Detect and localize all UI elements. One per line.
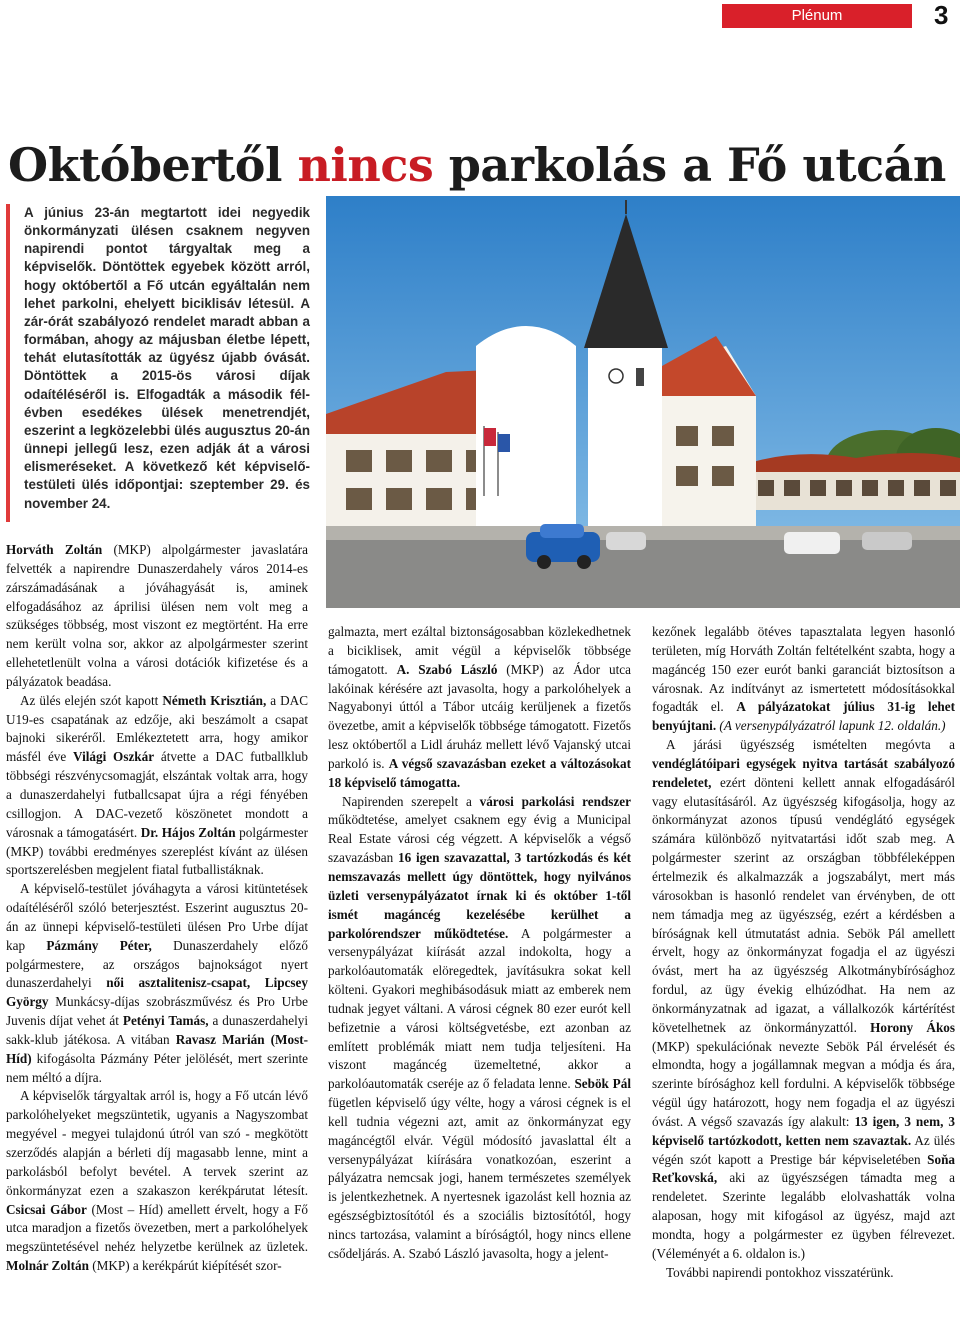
title-part-2: parkolás a Fő utcán (433, 138, 946, 192)
lead-accent-bar (6, 204, 10, 522)
paragraph: További napirendi pontokhoz visszatérünk. (666, 1264, 894, 1280)
paragraph: A képviselő-testület jóváhagyta a városi kitüntetések odaítéléséről szóló beterjesztést. Eszerint augusztus 20-án az ünnepi képviselő-testületi ülésen Pro Urbe díjat kap Pázmány Péter, Dunaszerdahely előző polgármestere, az országos bajnokságot nyert dunaszerdahelyi női asztalitenisz-csapat, Lipcsey György Munkácsy-díjas szobrászművész és Pro Urbe Juvenis díjat vehet át Petényi Tamás, a dunaszerdahelyi sakk-klub játékosa. A vitában Ravasz Marián (Most-Híd) kifogásolta Pázmány Péter jelölését, mert szerinte nem méltó a díjra. (6, 881, 308, 1085)
title-highlight: nincs (297, 138, 434, 192)
paragraph: kezőnek legalább ötéves tapasztalata legyen hasonló területen, míg Horváth Zoltán feltételként szabta, hogy a magáncég 150 ezer eurót banki garanciát biztosítson a városnak. Az indítványt az ismertetett módosításokkal fogadták el. A pályázatokat július 31-ig lehet benyújtani. (A versenypályázatról lapunk 12. oldalán.) (652, 624, 955, 734)
section-label: Plénum (722, 4, 912, 28)
article-column-1 (6, 541, 308, 1276)
article-column-3 (652, 623, 955, 1283)
paragraph: A képviselők tárgyaltak arról is, hogy a Fő utcán lévő parkolóhelyeket megszüntetik, ugyanis a Nagyszombat megyével - megyei tulajdonú útról van szó - megkötött szerződés alapján a bérleti díj magasabb lenne, mint a parkolásból befolyt bevétel. A tervek szerint az önkormányzat ezen a szakaszon kerékpárutat létesít. Csicsai Gábor (Most – Híd) amellett érvelt, hogy a Fő utca maradjon a fizetős övezetben, mert a parkolóhelyek megszüntetésével nehéz helyzetbe kerülnek az üzletek. Molnár Zoltán (MKP) a kerékpárút kiépítését szor- (6, 1088, 308, 1274)
page-number: 3 (934, 0, 949, 30)
paragraph: Napirenden szerepelt a városi parkolási rendszer működtetése, amelyet csaknem egy évig a Municipal Real Estate városi cég végzett. A képviselők a végső szavazásban 16 igen szavazattal, 3 tartózkodás és két nemszavazás mellett úgy döntöttek, hogy nyilvános üzleti versenypályázatot írnak ki és október 1-től ismét magáncég kezelésébe kerülhet a parkolórendszer működtetése. A polgármester a versenypályázat kiírását azzal indokolta, hogy a parkolóautomaták elöregedtek, javításukra sokat kell költeni. Gyakori meghibásodásuk miatt az emberek nem tudnak jegyet váltani. A városi cégnek 80 ezer eurót kell befizetnie a városi költségvetésbe, ezt azonban az említett problémák miatt nem tudja teljesíteni. Ha viszont magáncég üzemeltetné, akkor a parkolóautomaták cseréje az ő feladata lenne. Sebök Pál fügetlen képviselő úgy vélte, hogy a városi cégnek is el kell tudnia végezni azt, amit az önkormányzat egy magáncégtől elvár. Végül módosító javaslattal élt a versenypályázat kiírására vonatkozóan, eszerint a pályázatra nemcsak jogi, hanem természetes személyek is jelentkezhetnek. A nyertesnek igazolást kell hoznia az egészségbiztosítótól és a szociális biztosítótól, hogy nincs tartozása, valamint a bíróságtól, hogy nincs ellene csődeljárás. A. Szabó László javasolta, hogy a jelent- (328, 793, 631, 1261)
article-column-2 (328, 623, 631, 1264)
paragraph: Az ülés elején szót kapott Németh Krisztián, a DAC U19-es csapatának az edzője, aki beszámolt a csapat bajnoki sikeréről. Emlékeztetett arra, hogy amikor másfél éve Világi Oszkár átvette a DAC futballklub többségi részvénycsomagját, elszántak voltak arra, hogy a dunaszerdahelyi futballcsapat újra a régi fényében csillogjon. A DAC-vezető köszönetet mondott a városnak a támogatásért. Dr. Hájos Zoltán polgármester (MKP) további eredményes szereplést kívánt az ülésen sportszerelésben megjelent fiatal futballistáknak. (6, 692, 308, 878)
town-hall-photo (326, 196, 960, 608)
paragraph: Horváth Zoltán (MKP) alpolgármester javaslatára felvették a napirendre Dunaszerdahely város 2014-es zárszámadásának a jóváhagyását is, aminek elfogadásához az áprilisi ülésen nem volt meg a szükséges többség, most viszont ez megtörtént. Ha erre nem került volna sor, akkor az alpolgármester szerint ellehetetlenült volna a városi dotációk kifizetése és a pályázatok beadása. (6, 542, 308, 689)
title-part-1: Októbertől (8, 138, 298, 192)
paragraph: galmazta, mert ezáltal biztonságosabban közlekedhetnek a biciklisek, amit végül a képviselők többsége támogatott. A. Szabó László (MKP) az Ádor utca lakóinak kérésére azt javasolta, hogy a parkolóhelyek a Nagyabonyi úttól a Tábor utcáig kerüljenek a fizetős övezetbe, amit a képviselők többsége támogatott. Fizetős lesz októbertől a Lidl áruház mellett lévő Vajanský utcai parkoló is. A végső szavazásban ezeket a változásokat 18 képviselő támogatta. (328, 624, 631, 790)
lead-paragraph: A június 23-án megtartott idei negyedik önkormányzati ülésen csaknem negyven napirendi pontot tárgyaltak meg a képviselők. Döntöttek egyebek között arról, hogy októbertől a Fő utcán egyáltalán nem lehet parkolni, ehelyett biciklisáv létesül. A zár-órát szabályozó rendelet maradt abban a formában, ahogy az májusban életbe lépett, tehát elutasították az ügyész újabb óvását. Döntöttek a 2015-ös városi díjak odaítéléséről is. Elfogadták a második fél-évben esedékes ülések menetrendjét, eszerint a legközelebbi ülés augusztus 20-án ünnepi jellegű lesz, ezen adják át a városi elismeréseket. A következő két képviselő-testületi ülés időpontjai: szeptember 29. és november 24. (24, 205, 310, 511)
page-title (8, 138, 946, 192)
paragraph: A járási ügyészség ismételten megóvta a vendéglátóipari egységek nyitva tartását szabályozó rendeletet, ezért dönteni kellett annak elfogadásáról vagy elutasításáról. Az ügyészség kifogásolja, hogy az önkormányzat azonos típusú vendéglátó egységek számára különböző nyitvatartási időt szab meg. A polgármester szerint az országban többféleképpen értelmezik és alkalmazzák a jogszabályt, mert más városokban is hasonló rendelet van érvényben, de ott nem támadja meg az ügyészség, ezért a kérdésben a bíróságnak kell útmutatást adnia. Sebök Pál amellett érvelt, hogy az önkormányzat fogadja el az ügyészi óvást, mert ha az ügyészség Alkotmánybírósághoz fordul, az ügy évekig elhúzódhat. Ha nem az önkormányzatnak ad igazat, a vállalkozók kártérítést követelhetnek az önkormányzattól. Horony Ákos (MKP) spekulációnak nevezte Sebök Pál érvelését és elmondta, hogy a jogállamnak megvan a módja és ára, szerinte bírósághoz kell fordulni. A képviselők többsége végül úgy határozott, hogy nem fogadja el az ügyészi óvást. A végső szavazás így alakult: 13 igen, 3 nem, 3 képviselő tartózkodott, ketten nem szavaztak. Az ülés végén szót kapott a Prestige bár képviseletében Soňa Reťkovská, aki az ügyészségen támadta meg a rendeletet. Szerinte legalább elolvashatták volna alaposan, hogy mit kifogásol az ügyész, majd azt mondta, hogy a polgármester ez ügyben félrevezet. (Véleményét a 6. oldalon is.) (652, 737, 956, 1261)
